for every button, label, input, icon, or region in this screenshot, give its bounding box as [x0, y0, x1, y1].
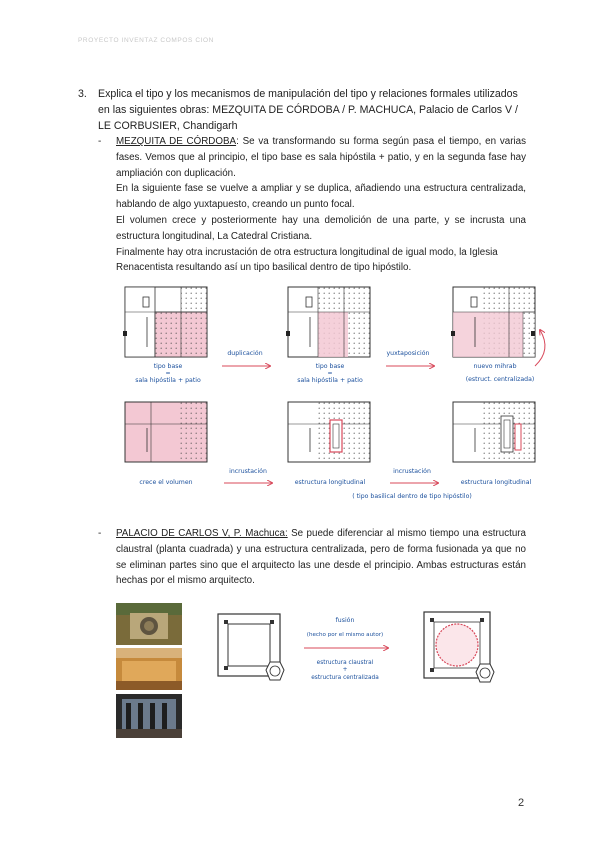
plan-4	[125, 402, 207, 462]
label-6: estructura longitudinal	[460, 479, 532, 486]
arrow-4-label: incrustación	[229, 468, 267, 475]
label-1a: tipo base	[153, 363, 183, 370]
plan-centralizada	[424, 612, 494, 682]
header-watermark: PROYECTO INVENTAZ COMPOS CION	[78, 37, 214, 44]
plan-1	[123, 287, 207, 357]
label-1c: sala hipóstila + patio	[135, 377, 201, 384]
mezquita-diagram	[0, 280, 600, 510]
palacio-arrow-sub: (hecho por el mismo autor)	[306, 632, 384, 638]
bullet-mezquita: -	[98, 136, 102, 147]
palacio-label-a: estructura claustral	[316, 660, 374, 666]
palacio-title: PALACIO DE CARLOS V, P. Machuca:	[116, 528, 288, 539]
photo-facade	[116, 648, 182, 690]
question-line-1: Explica el tipo y los mecanismos de manipulación del tipo y relaciones formales utilizados	[98, 88, 518, 100]
plan-2	[286, 287, 370, 357]
label-1b: =	[165, 370, 171, 377]
label-2b: =	[327, 370, 333, 377]
label-2a: tipo base	[315, 363, 345, 370]
palacio-p1: Se puede diferenciar al mismo tiempo una estructura claustral (planta cuadrada) y una estructura centralizada, pero de forma fusionada ya que no se eliminan partes sino que el arquitecto las une desde el principio. Ambas estructuras están hechas por el mismo arquitecto.	[116, 528, 526, 587]
palacio-label-b: +	[342, 667, 348, 673]
question-line-3: LE CORBUSIER, Chandigarh	[98, 120, 238, 132]
label-2c: sala hipóstila + patio	[297, 377, 363, 384]
mezquita-p3: El volumen crece y posteriormente hay una demolición de una parte, y se incrusta una estructura longitudinal, La Catedral Cristiana.	[116, 214, 526, 242]
palacio-diagram	[200, 608, 600, 698]
palacio-label-c: estructura centralizada	[311, 675, 379, 681]
mezquita-title: MEZQUITA DE CÓRDOBA	[116, 136, 237, 147]
mezquita-p4: Finalmente hay otra incrustación de otra estructura longitudinal de igual modo, la Iglesia Renacentista resultando así un tipo basilical dentro de tipo hipóstilo.	[116, 246, 498, 274]
label-4: crece el volumen	[139, 479, 193, 486]
palacio-photos	[116, 603, 182, 738]
mezquita-p1: : Se va transformando su forma según pasa el tiempo, en varias fases. Vemos que al principio, el tipo base es sala hipóstila + patio, y en la segunda fase hay ampliación con duplicación.	[116, 136, 526, 179]
arrow-2-label: yuxtaposición	[386, 350, 430, 357]
palacio-arrow-label: fusión	[335, 617, 355, 624]
bullet-palacio: -	[98, 528, 102, 539]
plan-6	[453, 402, 535, 462]
arrow-5-label: incrustación	[393, 468, 431, 475]
plan-claustral	[218, 614, 284, 680]
curved-arrow	[535, 330, 545, 366]
mezquita-text	[116, 134, 526, 276]
question-number: 3.	[78, 88, 87, 100]
page-number: 2	[518, 797, 525, 809]
arrow-1-label: duplicación	[227, 350, 263, 357]
photo-aerial	[116, 603, 182, 645]
plan-3	[451, 287, 535, 357]
mezquita-p2: En la siguiente fase se vuelve a ampliar y se duplica, añadiendo una estructura centralizada, hablando de algo yuxtapuesto, creando un punto focal.	[116, 183, 526, 211]
label-3b: (estruct. centralizada)	[465, 376, 535, 383]
label-3a: nuevo mihrab	[473, 363, 517, 370]
label-5: estructura longitudinal	[294, 479, 366, 486]
question-line-2: en las siguientes obras: MEZQUITA DE CÓRDOBA / P. MACHUCA, Palacio de Carlos V /	[98, 104, 518, 116]
plan-5	[288, 402, 370, 462]
label-6b: ( tipo basilical dentro de tipo hipóstilo)	[352, 493, 472, 500]
photo-courtyard	[116, 694, 182, 738]
palacio-text	[116, 526, 526, 589]
